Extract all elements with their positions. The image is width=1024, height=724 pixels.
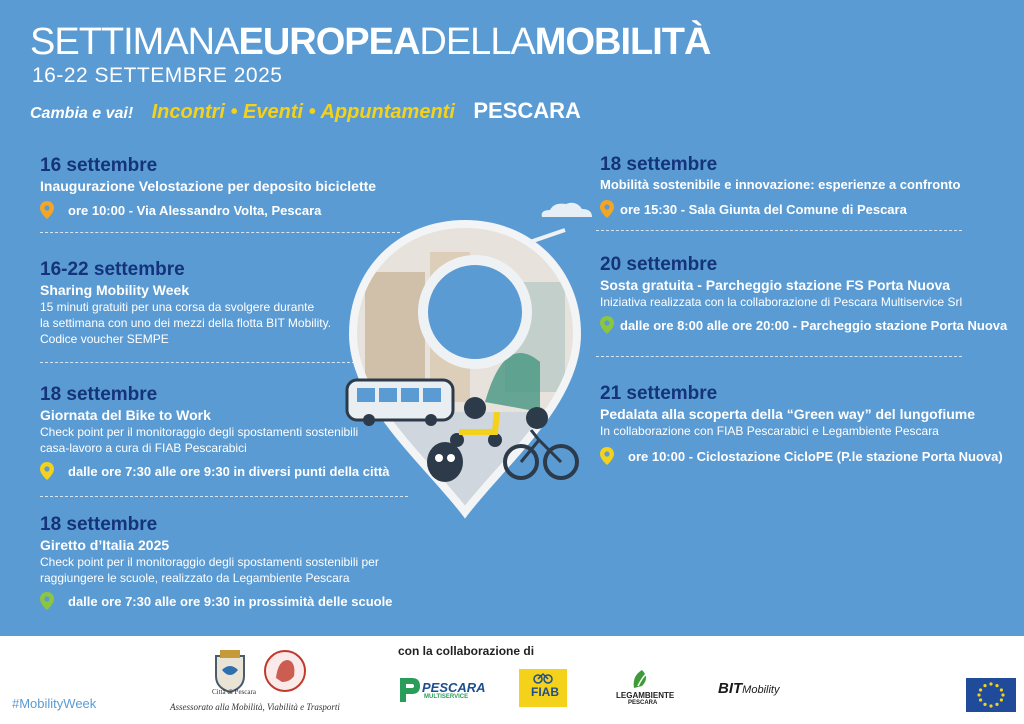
pedestrian-icon xyxy=(427,442,463,482)
legambiente-name: LEGAMBIENTE xyxy=(616,691,675,700)
map-pin-illustration xyxy=(335,212,595,522)
event-info: dalle ore 7:30 alle ore 9:30 in diversi punti della città xyxy=(40,462,390,480)
gabriele-dannunzio-logo-icon xyxy=(262,648,308,694)
bit-sub: Mobility xyxy=(742,684,780,696)
event-right-3: 21 settembre Pedalata alla scoperta della “Green way” del lungofiume In collaborazione con FIAB Pescarabici e Legambiente Pescara ore 10:00 - Ciclostazione CicloPE (P.le stazione Porta Nuova) xyxy=(600,383,1003,464)
hashtag: #MobilityWeek xyxy=(12,696,97,711)
divider xyxy=(40,362,360,363)
event-left-1: 16 settembre Inaugurazione Velostazione per deposito biciclette ore 10:00 - Via Alessandro Volta, Pescara xyxy=(40,155,377,218)
event-info: dalle ore 8:00 alle ore 20:00 - Parcheggio stazione Porta Nuova xyxy=(600,316,1007,334)
bicycle-icon xyxy=(533,672,553,684)
event-info: ore 15:30 - Sala Giunta del Comune di Pescara xyxy=(600,200,960,218)
fiab-name: FIAB xyxy=(531,685,559,699)
location-pin-icon xyxy=(40,201,54,219)
legambiente-sub: PESCARA xyxy=(628,700,658,706)
event-title: SETTIMANAEUROPEADELLAMOBILITÀ xyxy=(30,21,711,63)
location-pin-icon xyxy=(600,447,614,465)
eu-flag-icon xyxy=(966,678,1016,712)
divider xyxy=(596,356,962,357)
legambiente-logo-icon xyxy=(630,668,652,690)
divider xyxy=(596,230,962,231)
fiab-logo xyxy=(519,669,567,707)
location-pin-icon xyxy=(40,462,54,480)
highlights: Incontri • Eventi • Appuntamenti xyxy=(151,101,455,123)
tagline xyxy=(30,98,581,124)
assessorato-text: Assessorato alla Mobilità, Viabilità e Trasporti xyxy=(170,702,340,712)
bit-mobility-logo xyxy=(718,680,779,698)
event-dates: 16-22 SETTEMBRE 2025 xyxy=(32,64,283,87)
bus-icon xyxy=(347,380,453,426)
event-left-2: 16-22 settembre Sharing Mobility Week 15 minuti gratuiti per una corsa da svolgere durante la settimana con uno dei mezzi della flotta BIT Mobility. Codice voucher SEMPE xyxy=(40,259,332,346)
event-right-1: 18 settembre Mobilità sostenibile e innovazione: esperienze a confronto ore 15:30 - Sala Giunta del Comune di Pescara xyxy=(600,154,961,217)
event-right-2: 20 settembre Sosta gratuita - Parcheggio stazione FS Porta Nuova Iniziativa realizzata con la collaborazione di Pescara Multiservice Srl dalle ore 8:00 alle ore 20:00 - Parcheggio stazione Porta Nuova xyxy=(600,254,1008,333)
location-pin-icon xyxy=(600,316,614,334)
pescara-multiservice-name: PESCARA xyxy=(422,680,486,695)
location-pin-icon xyxy=(600,200,614,218)
city-name: PESCARA xyxy=(473,98,581,123)
pescara-multiservice-logo-icon xyxy=(398,676,420,704)
location-pin-icon xyxy=(40,592,54,610)
pescara-multiservice-sub: MULTISERVICE xyxy=(424,694,469,700)
city-logo-caption: Città di Pescara xyxy=(212,688,256,696)
event-info: ore 10:00 - Ciclostazione CicloPE (P.le stazione Porta Nuova) xyxy=(600,447,1003,465)
event-left-4: 18 settembre Giretto d’Italia 2025 Check point per il monitoraggio degli spostamenti sostenibili per raggiungere le scuole, realizzato da Legambiente Pescara dalle ore 7:30 alle ore 9:30 in prossimità delle scuole xyxy=(40,514,393,609)
bit-name: BIT xyxy=(718,680,743,697)
footer xyxy=(0,636,1024,724)
event-info: dalle ore 7:30 alle ore 9:30 in prossimità delle scuole xyxy=(40,592,392,610)
slogan: Cambia e vai! xyxy=(30,105,134,122)
event-left-3: 18 settembre Giornata del Bike to Work Check point per il monitoraggio degli spostamenti sostenibili casa-lavoro a cura di FIAB Pescarabici dalle ore 7:30 alle ore 9:30 in diversi punti della città xyxy=(40,384,390,479)
event-info: ore 10:00 - Via Alessandro Volta, Pescara xyxy=(40,201,376,219)
collaboration-label: con la collaborazione di xyxy=(398,644,535,658)
